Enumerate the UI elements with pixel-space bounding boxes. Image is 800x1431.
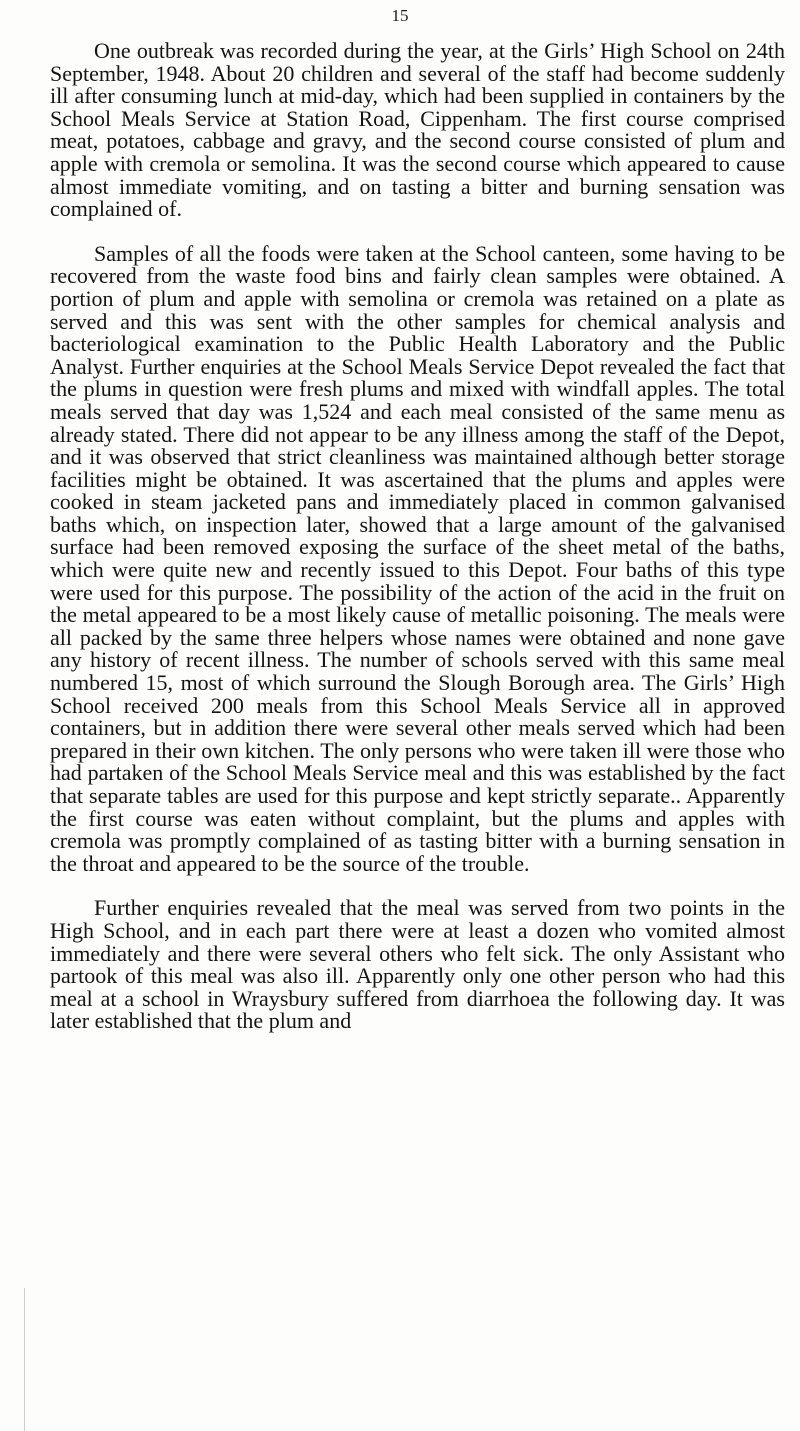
- paragraph-sampling-investigation: Samples of all the foods were taken at the School canteen, some having to be recovered from the waste food bins and fairly clean samples were obtained. A portion of plum and apple with semolina or cremola was retained on a plate as served and this was sent with the other samples for chemical analysis and bacteriological examination to the Public Health Laboratory and the Public Analyst. Further enquiries at the School Meals Service Depot revealed the fact that the plums in question were fresh plums and mixed with windfall apples. The total meals served that day was 1,524 and each meal consisted of the same menu as already stated. There did not appear to be any illness among the staff of the Depot, and it was observed that strict cleanliness was maintained although better storage facilities might be obtained. It was ascertained that the plums and apples were cooked in steam jacketed pans and immediately placed in common galvanised baths which, on inspection later, showed that a large amount of the galvanised surface had been removed exposing the surface of the sheet metal of the baths, which were quite new and recently issued to this Depot. Four baths of this type were used for this purpose. The possibility of the action of the acid in the fruit on the metal appeared to be a most likely cause of metallic poisoning. The meals were all packed by the same three helpers whose names were obtained and none gave any history of recent illness. The number of schools served with this same meal numbered 15, most of which surround the Slough Borough area. The Girls’ High School received 200 meals from this School Meals Service all in approved containers, but in addition there were several other meals served which had been prepared in their own kitchen. The only persons who were taken ill were those who had partaken of the School Meals Service meal and this was established by the fact that separate tables are used for this purpose and kept strictly separate.. Apparently the first course was eaten without complaint, but the plums and apples with cremola was promptly complained of as tasting bitter with a burning sensation in the throat and appeared to be the source of the trouble.: [50, 240, 785, 876]
- document-body: [50, 40, 785, 1033]
- page-number: 15: [391, 6, 409, 25]
- paragraph-outbreak-summary: One outbreak was recorded during the year, at the Girls’ High School on 24th September, 1948. About 20 children and several of the staff had become suddenly ill after consuming lunch at mid-day, which had been supplied in containers by the School Meals Service at Station Road, Cippenham. The first course comprised meat, potatoes, cabbage and gravy, and the second course consisted of plum and apple with cremola or semolina. It was the second course which appeared to cause almost immediate vomiting, and on tasting a bitter and burning sensation was complained of.: [50, 38, 785, 222]
- scan-margin-line: [24, 1288, 25, 1431]
- paragraph-further-enquiries: Further enquiries revealed that the meal was served from two points in the High School, and in each part there were at least a dozen who vomited almost immediately and there were several others who felt sick. The only Assistant who partook of this meal was also ill. Apparently only one other person who had this meal at a school in Wraysbury suffered from diarrhoea the following day. It was later established that the plum and: [50, 895, 785, 1034]
